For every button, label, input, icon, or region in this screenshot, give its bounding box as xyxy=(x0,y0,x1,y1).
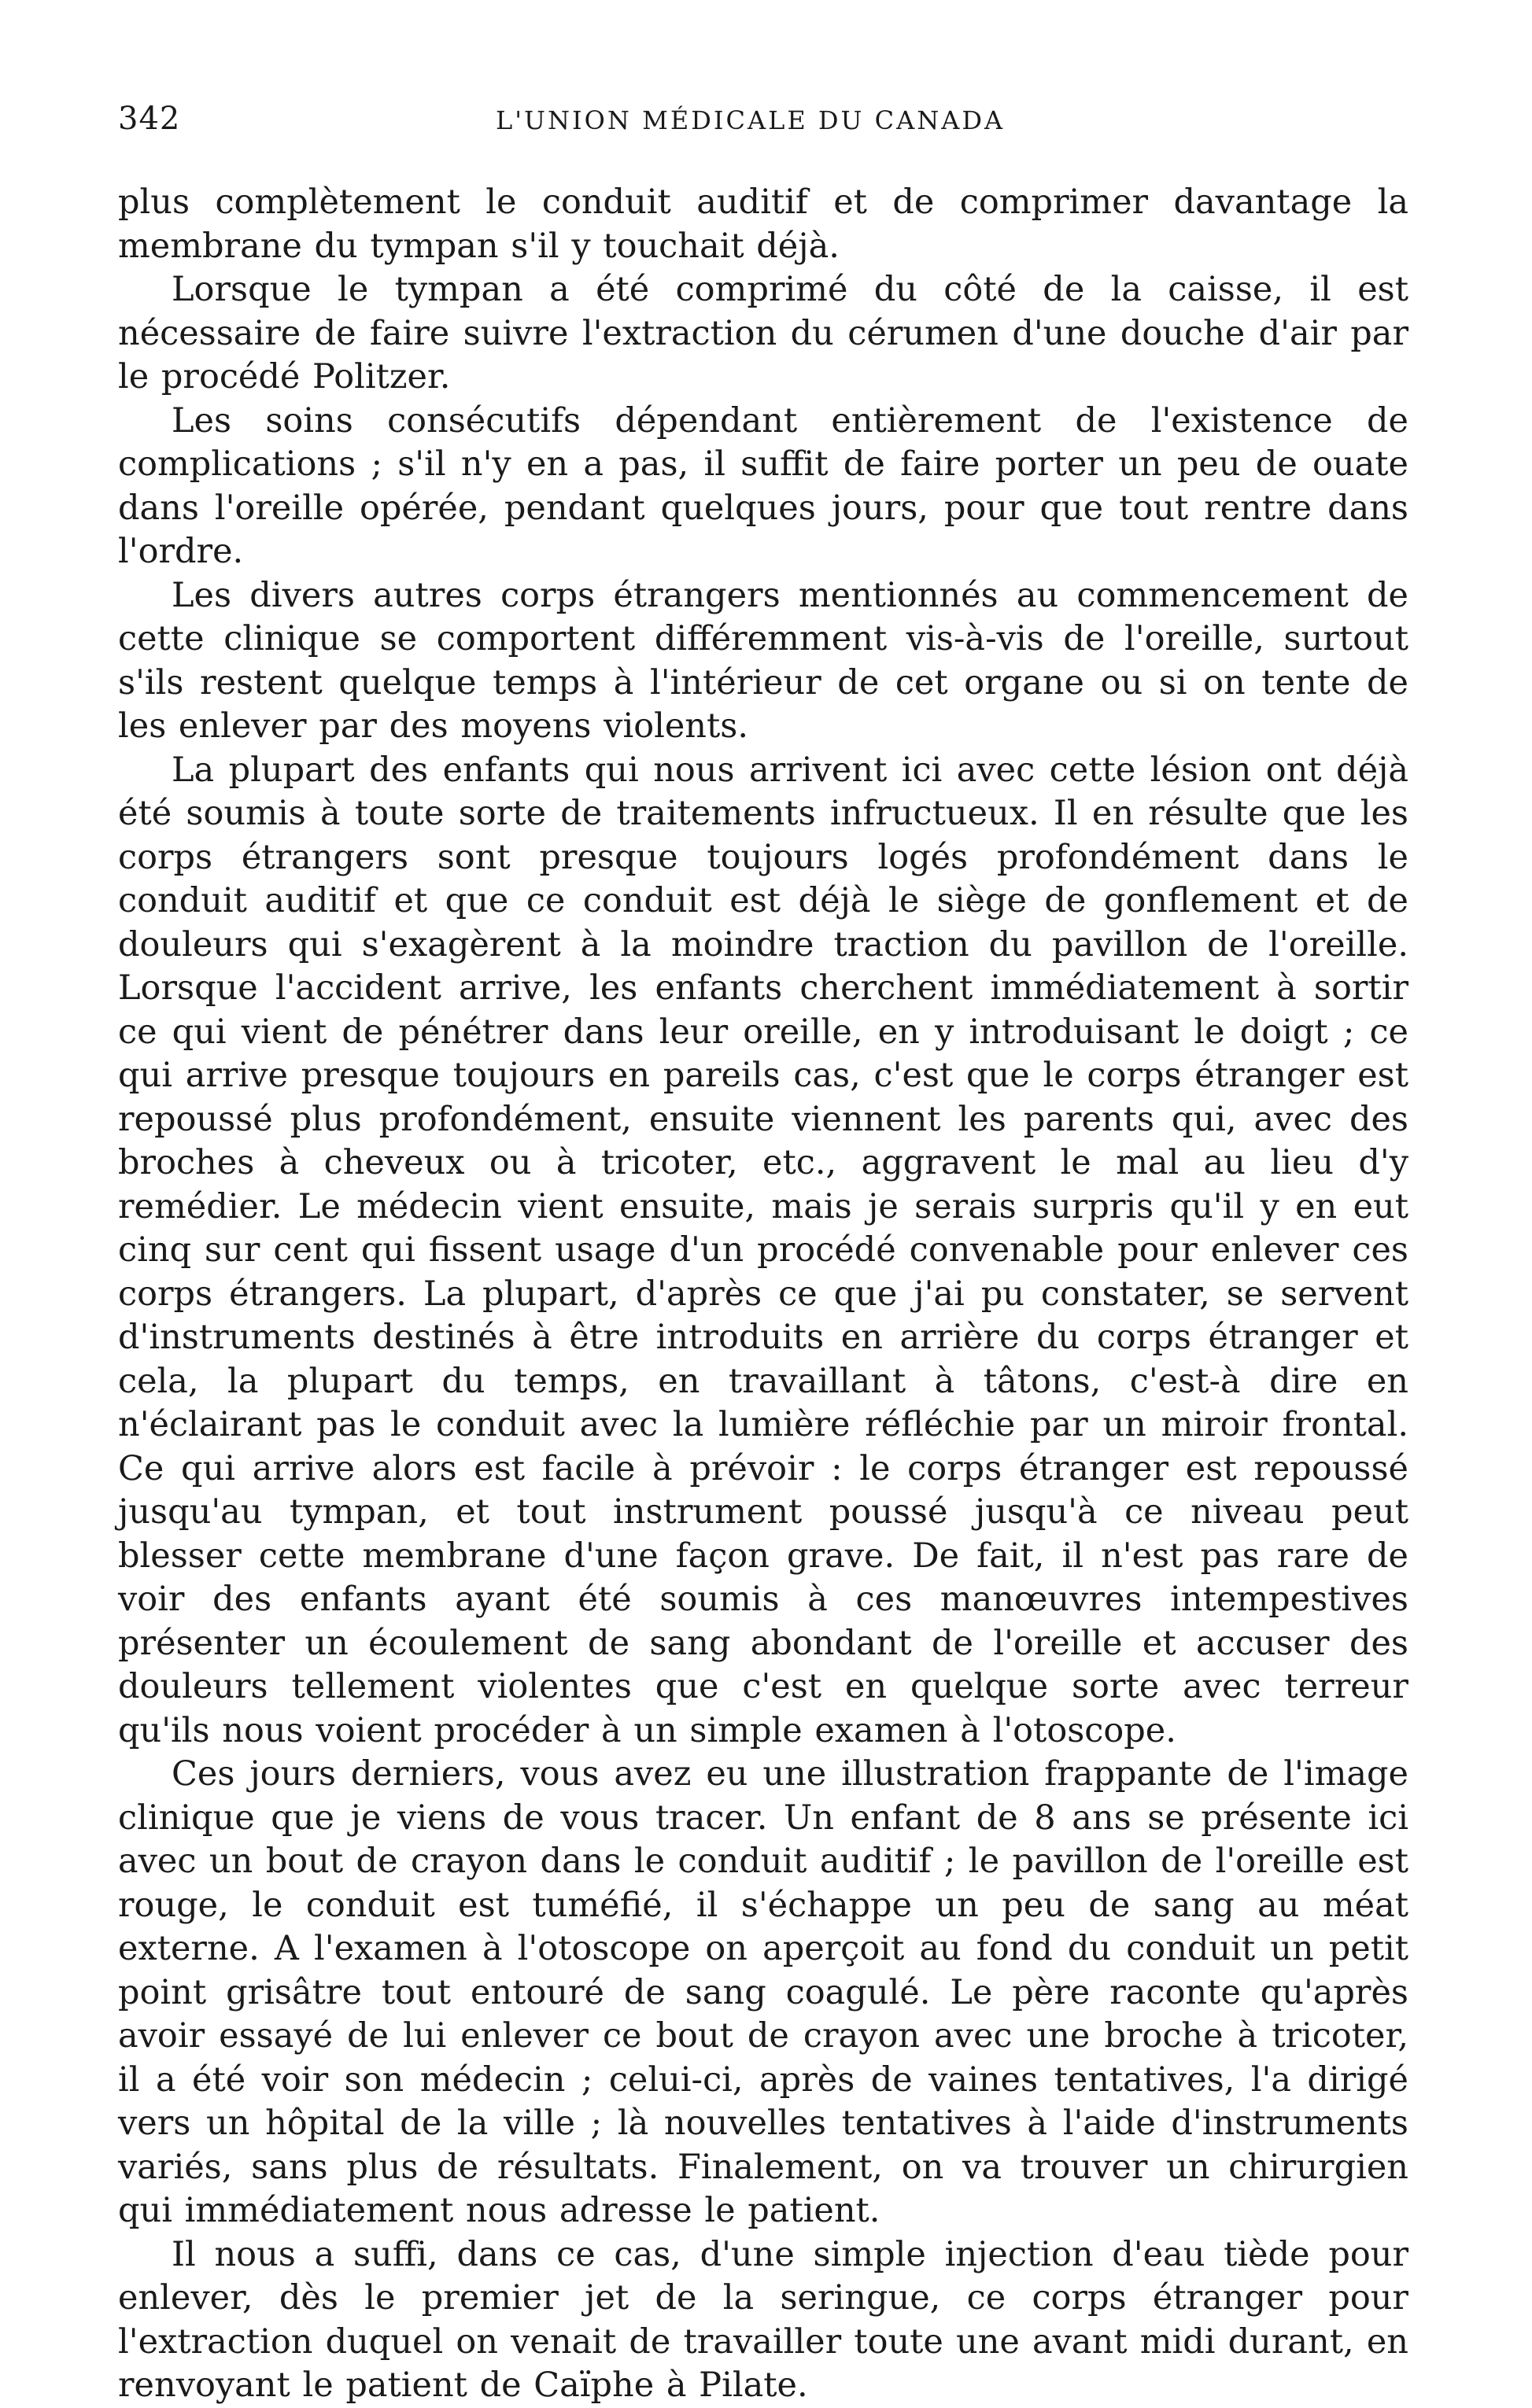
paragraph-other-foreign-bodies: Les divers autres corps étrangers mentionnés au commencement de cette clinique se comportent différemment vis-à-vis de l'oreille, surtout s'ils restent quelque temps à l'intérieur de cet organe ou si on tente de les enlever par des moyens violents. xyxy=(118,575,1408,746)
paragraph-tympan-compression: Lorsque le tympan a été comprimé du côté de la caisse, il est nécessaire de faire suivre l'extraction du cérumen d'une douche d'air par le procédé Politzer. xyxy=(118,270,1408,396)
paragraph-children-treatments: La plupart des enfants qui nous arrivent ici avec cette lésion ont déjà été soumis à toute sorte de traitements infructueux. Il en résulte que les corps étrangers sont presque toujours logés profondément dans le conduit auditif et que ce conduit est déjà le siège de gonflement et de douleurs qui s'exagèrent à la moindre traction du pavillon de l'oreille. Lorsque l'accident arrive, les enfants cherchent immédiatement à sortir ce qui vient de pénétrer dans leur oreille, en y introduisant le doigt ; ce qui arrive presque toujours en pareils cas, c'est que le corps étranger est repoussé plus profondément, ensuite viennent les parents qui, avec des broches à cheveux ou à tricoter, etc., aggravent le mal au lieu d'y remédier. Le médecin vient ensuite, mais je serais surpris qu'il y en eut cinq sur cent qui fissent usage d'un procédé convenable pour enlever ces corps étrangers. La plupart, d'après ce que j'ai pu constater, se servent d'instruments destinés à être introduits en arrière du corps étranger et cela, la plupart du temps, en travaillant à tâtons, c'est-à dire en n'éclairant pas le conduit avec la lumière réfléchie par un miroir frontal. Ce qui arrive alors est facile à prévoir : le corps étranger est repoussé jusqu'au tympan, et tout instrument poussé jusqu'à ce niveau peut blesser cette membrane d'une façon grave. De fait, il n'est pas rare de voir des enfants ayant été soumis à ces manœuvres intempestives présenter un écoulement de sang abondant de l'oreille et accuser des douleurs tellement violentes que c'est en quelque sorte avec terreur qu'ils nous voient procéder à un simple examen à l'otoscope. xyxy=(118,750,1408,1750)
paragraph-aftercare: Les soins consécutifs dépendant entièrement de l'existence de complications ; s'il n'y en a pas, il suffit de faire porter un peu de ouate dans l'oreille opérée, pendant quelques jours, pour que tout rentre dans l'ordre. xyxy=(118,400,1408,571)
page-number: 342 xyxy=(118,101,181,137)
document-page xyxy=(118,101,1408,2408)
paragraph-clinical-case: Ces jours derniers, vous avez eu une illustration frappante de l'image clinique que je viens de vous tracer. Un enfant de 8 ans se présente ici avec un bout de crayon dans le conduit auditif ; le pavillon de l'oreille est rouge, le conduit est tuméfié, il s'échappe un peu de sang au méat externe. A l'examen à l'otoscope on aperçoit au fond du conduit un petit point grisâtre tout entouré de sang coagulé. Le père raconte qu'après avoir essayé de lui enlever ce bout de crayon avec une broche à tricoter, il a été voir son médecin ; celui-ci, après de vaines tentatives, l'a dirigé vers un hôpital de la ville ; là nouvelles tentatives à l'aide d'instruments variés, sans plus de résultats. Finalement, on va trouver un chirurgien qui immédiatement nous adresse le patient. xyxy=(118,1754,1408,2230)
paragraph-continuation: plus complètement le conduit auditif et de comprimer davantage la membrane du tympan s'il y touchait déjà. xyxy=(118,183,1408,266)
paragraph-conclusion: Il nous a suffi, dans ce cas, d'une simple injection d'eau tiède pour enlever, dès le premier jet de la seringue, ce corps étranger pour l'extraction duquel on venait de travailler toute une avant midi durant, en renvoyant le patient de Caïphe à Pilate. xyxy=(118,2234,1408,2405)
running-head xyxy=(118,101,1408,148)
article-body xyxy=(118,181,1408,2408)
journal-title: L'UNION MÉDICALE DU CANADA xyxy=(496,105,1006,135)
